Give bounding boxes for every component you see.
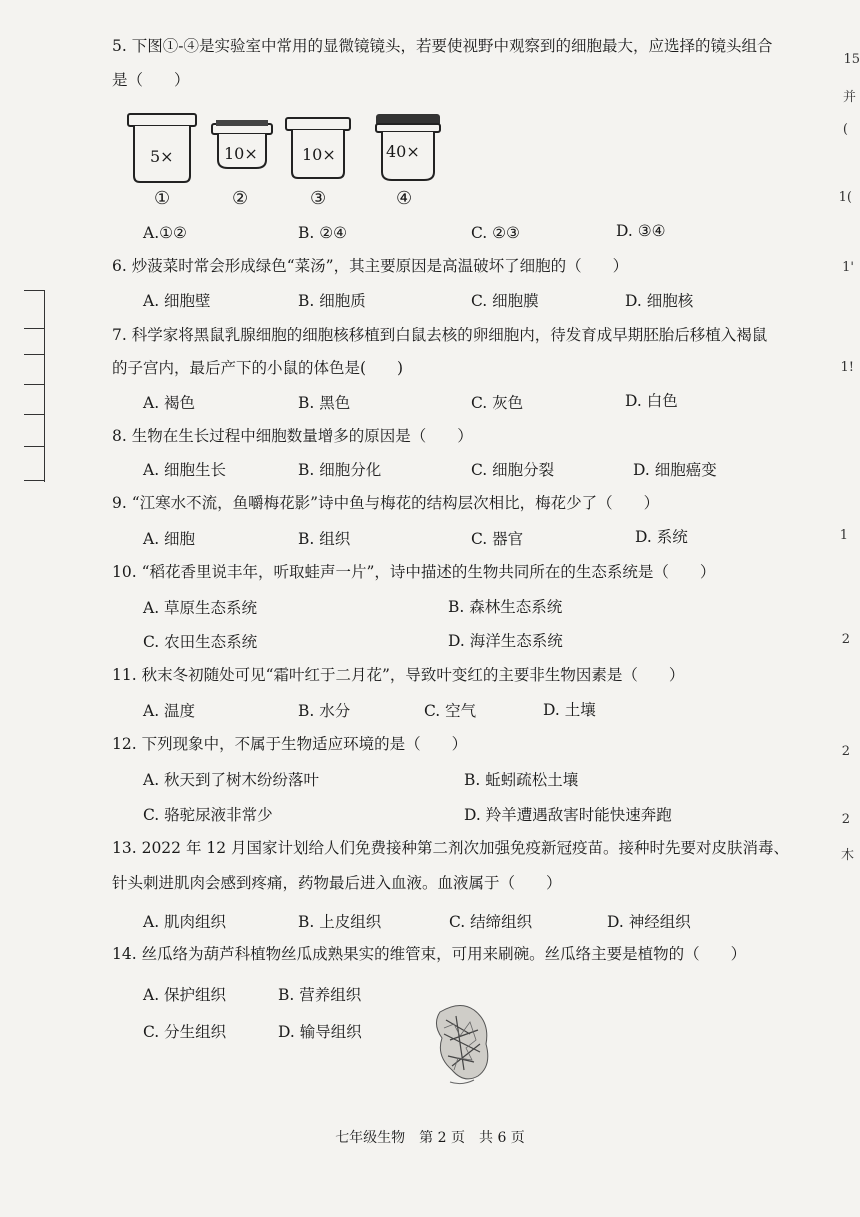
q14-option-b: B. 营养组织 [278, 986, 362, 1004]
page-footer: 七年级生物 第 2 页 共 6 页 [335, 1130, 525, 1146]
q10-option-d: D. 海洋生态系统 [448, 632, 563, 650]
q5-option-c: C. ②③ [471, 224, 520, 242]
q11-option-d: D. 土壤 [543, 701, 596, 719]
binding-tick [24, 290, 44, 291]
binding-margin [24, 290, 45, 482]
q8-option-b: B. 细胞分化 [298, 461, 382, 479]
q14-option-c: C. 分生组织 [143, 1023, 227, 1041]
q9-option-c: C. 器官 [471, 530, 524, 548]
q13-option-b: B. 上皮组织 [298, 913, 382, 931]
right-margin-fragment: 2 [841, 632, 850, 647]
q11-option-c: C. 空气 [424, 702, 477, 720]
lens-3-mark: ③ [310, 188, 327, 209]
right-margin-fragment: 1( [838, 190, 852, 205]
q6-option-c: C. 细胞膜 [471, 292, 539, 310]
question-5-line-1: 5. 下图①-④是实验室中常用的显微镜镜头，若要使视野中观察到的细胞最大，应选择的镜头组合 [112, 37, 773, 55]
lens-1-mark: ① [154, 188, 171, 209]
q5-option-d: D. ③④ [616, 222, 666, 240]
q10-option-c: C. 农田生态系统 [143, 633, 258, 651]
binding-tick [24, 384, 44, 385]
q6-option-a: A. 细胞壁 [143, 292, 211, 310]
right-margin-fragment: 15 [843, 52, 860, 67]
q9-option-d: D. 系统 [635, 528, 688, 546]
q9-option-a: A. 细胞 [143, 530, 196, 548]
right-margin-fragment: ( [842, 122, 848, 137]
right-margin-fragment: 1 [839, 528, 848, 543]
q8-option-a: A. 细胞生长 [143, 461, 227, 479]
q5-option-b: B. ②④ [298, 224, 348, 242]
q11-option-a: A. 温度 [143, 702, 196, 720]
q13-option-d: D. 神经组织 [607, 913, 691, 931]
q13-option-c: C. 结缔组织 [449, 913, 533, 931]
question-6: 6. 炒菠菜时常会形成绿色“菜汤”，其主要原因是高温破坏了细胞的（ ） [112, 257, 629, 275]
question-9: 9. “江寒水不流，鱼嚼梅花影”诗中鱼与梅花的结构层次相比，梅花少了（ ） [112, 494, 660, 512]
right-margin-fragment: 2 [841, 812, 850, 827]
question-12: 12. 下列现象中，不属于生物适应环境的是（ ） [112, 735, 468, 753]
question-7-line-2: 的子宫内，最后产下的小鼠的体色是( ) [112, 359, 404, 377]
q12-option-c: C. 骆驼尿液非常少 [143, 806, 273, 824]
q14-option-a: A. 保护组织 [143, 986, 227, 1004]
q12-option-b: B. 蚯蚓疏松土壤 [464, 771, 579, 789]
question-10: 10. “稻花香里说丰年，听取蛙声一片”，诗中描述的生物共同所在的生态系统是（ ） [112, 563, 716, 581]
question-8: 8. 生物在生长过程中细胞数量增多的原因是（ ） [112, 427, 473, 445]
right-margin-fragment: 1' [842, 260, 854, 275]
lens-1-label: 5× [150, 147, 174, 166]
loofah-image [430, 1000, 500, 1090]
lens-4-mark: ④ [396, 188, 413, 209]
q7-option-d: D. 白色 [625, 392, 678, 410]
lens-2-label: 10× [224, 144, 258, 163]
q10-option-a: A. 草原生态系统 [143, 599, 258, 617]
binding-tick [24, 480, 44, 481]
q13-option-a: A. 肌肉组织 [143, 913, 227, 931]
question-14: 14. 丝瓜络为葫芦科植物丝瓜成熟果实的维管束，可用来刷碗。丝瓜络主要是植物的（ ） [112, 945, 747, 963]
q11-option-b: B. 水分 [298, 702, 351, 720]
q12-option-d: D. 羚羊遭遇敌害时能快速奔跑 [464, 806, 672, 824]
right-margin-fragment: 木 [840, 848, 854, 863]
question-11: 11. 秋末冬初随处可见“霜叶红于二月花”，导致叶变红的主要非生物因素是（ ） [112, 666, 685, 684]
lens-4-label: 40× [386, 142, 420, 161]
q7-option-c: C. 灰色 [471, 394, 524, 412]
binding-tick [24, 328, 44, 329]
q7-option-b: B. 黑色 [298, 394, 351, 412]
q10-option-b: B. 森林生态系统 [448, 598, 563, 616]
q12-option-a: A. 秋天到了树木纷纷落叶 [143, 771, 320, 789]
q8-option-d: D. 细胞癌变 [633, 461, 717, 479]
lens-2-mark: ② [232, 188, 249, 209]
right-margin-fragment: 并 [842, 90, 856, 105]
q14-option-d: D. 输导组织 [278, 1023, 362, 1041]
q5-option-a: A.①② [143, 224, 187, 242]
binding-tick [24, 414, 44, 415]
lens-3-label: 10× [302, 145, 336, 164]
q8-option-c: C. 细胞分裂 [471, 461, 555, 479]
question-5-line-2: 是（ ） [112, 71, 190, 89]
binding-tick [24, 354, 44, 355]
q6-option-d: D. 细胞核 [625, 292, 694, 310]
question-7-line-1: 7. 科学家将黑鼠乳腺细胞的细胞核移植到白鼠去核的卵细胞内，待发育成早期胚胎后移植入褐鼠 [112, 326, 768, 344]
q9-option-b: B. 组织 [298, 530, 351, 548]
question-13-line-2: 针头刺进肌肉会感到疼痛，药物最后进入血液。血液属于（ ） [112, 874, 562, 892]
binding-tick [24, 446, 44, 447]
right-margin-fragment: 1! [840, 360, 854, 375]
q7-option-a: A. 褐色 [143, 394, 196, 412]
question-13-line-1: 13. 2022 年 12 月国家计划给人们免费接种第二剂次加强免疫新冠疫苗。接种时先要对皮肤消毒、 [112, 839, 790, 857]
q6-option-b: B. 细胞质 [298, 292, 366, 310]
right-margin-fragment: 2 [841, 744, 850, 759]
